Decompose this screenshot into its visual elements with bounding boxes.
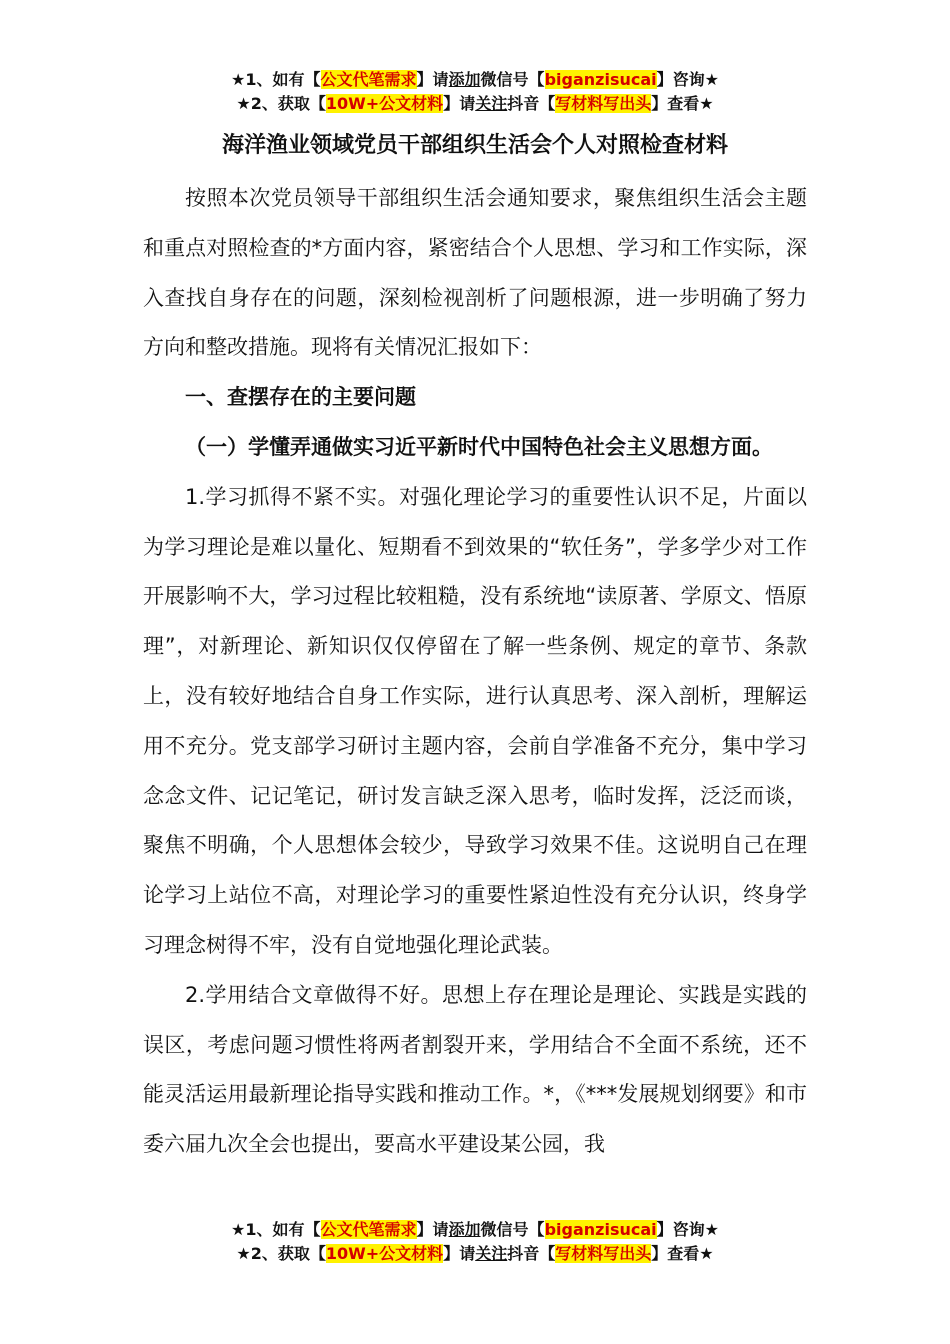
promo-line-1: ★1、如有【公文代笔需求】请添加微信号【biganzisucai】咨询★: [231, 70, 719, 89]
highlight-text: 写材料写出头: [555, 94, 652, 113]
promo-banner-bottom: [0, 1218, 950, 1266]
underlined-text: 关注: [475, 1244, 508, 1263]
document-title: 海洋渔业领域党员干部组织生活会个人对照检查材料: [221, 133, 728, 158]
underlined-text: 添加: [448, 70, 481, 89]
highlight-text: 公文代笔需求: [320, 70, 417, 89]
document-body: [143, 128, 807, 1170]
highlight-text: 公文代笔需求: [320, 1220, 417, 1239]
highlight-text: 写材料写出头: [555, 1244, 652, 1263]
highlight-text: biganzisucai: [544, 70, 657, 89]
highlight-text: 10W+公文材料: [325, 1244, 444, 1263]
promo-line-1: ★1、如有【公文代笔需求】请添加微信号【biganzisucai】咨询★: [231, 1220, 719, 1239]
subsection-heading: （一）学懂弄通做实习近平新时代中国特色社会主义思想方面。: [185, 434, 773, 459]
promo-line-2: ★2、获取【10W+公文材料】请关注抖音【写材料写出头】查看★: [236, 94, 714, 113]
highlight-text: biganzisucai: [544, 1220, 657, 1239]
section-heading: 一、查摆存在的主要问题: [185, 385, 416, 410]
intro-paragraph: 按照本次党员领导干部组织生活会通知要求，聚焦组织生活会主题和重点对照检查的*方面内容，紧密结合个人思想、学习和工作实际，深入查找自身存在的问题，深刻检视剖析了问题根源，进一步明确了努力方向和整改措施。现将有关情况汇报如下：: [143, 186, 807, 360]
highlight-text: 10W+公文材料: [325, 94, 444, 113]
underlined-text: 添加: [448, 1220, 481, 1239]
underlined-text: 关注: [475, 94, 508, 113]
promo-line-2: ★2、获取【10W+公文材料】请关注抖音【写材料写出头】查看★: [236, 1244, 714, 1263]
promo-banner-top: [0, 68, 950, 116]
body-paragraph-1: 1.学习抓得不紧不实。对强化理论学习的重要性认识不足，片面以为学习理论是难以量化、短期看不到效果的“软任务”，学多学少对工作开展影响不大，学习过程比较粗糙，没有系统地“读原著、学原文、悟原理”，对新理论、新知识仅仅停留在了解一些条例、规定的章节、条款上，没有较好地结合自身工作实际，进行认真思考、深入剖析，理解运用不充分。党支部学习研讨主题内容，会前自学准备不充分，集中学习念念文件、记记笔记，研讨发言缺乏深入思考，临时发挥，泛泛而谈，聚焦不明确，个人思想体会较少，导致学习效果不佳。这说明自己在理论学习上站位不高，对理论学习的重要性紧迫性没有充分认识，终身学习理念树得不牢，没有自觉地强化理论武装。: [143, 484, 807, 957]
body-paragraph-2: 2.学用结合文章做得不好。思想上存在理论是理论、实践是实践的误区，考虑问题习惯性将两者割裂开来，学用结合不全面不系统，还不能灵活运用最新理论指导实践和推动工作。*，《***发展规划纲要》和市委六届九次全会也提出，要高水平建设某公园，我: [143, 982, 807, 1157]
